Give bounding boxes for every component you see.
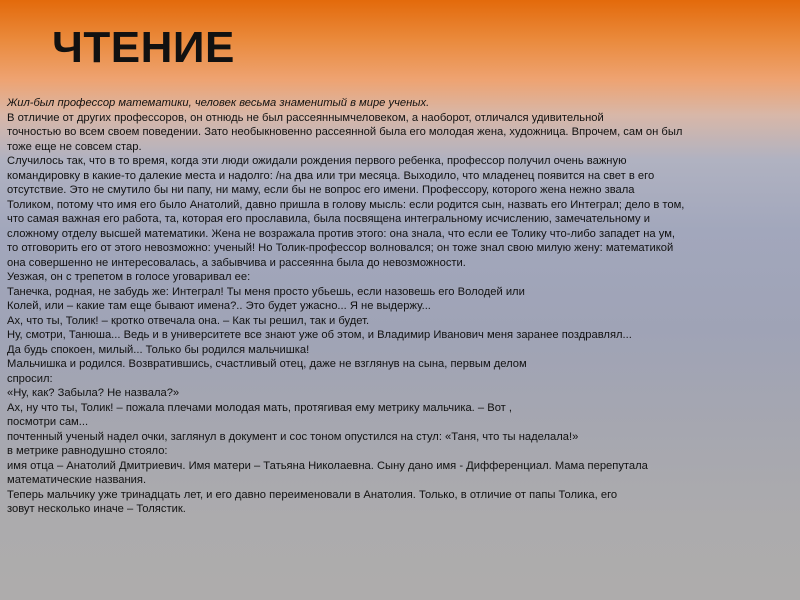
text-line: зовут несколько иначе – Толястик.: [7, 503, 186, 515]
page-title: ЧТЕНИЕ: [52, 23, 235, 72]
text-line: Да будь спокоен, милый... Только бы родился мальчишка!: [7, 343, 310, 356]
text-line: Случилось так, что в то время, когда эти люди ожидали рождения первого ребенка, профессор получил очень важную: [7, 155, 627, 167]
story-text: [7, 96, 797, 517]
text-line: Теперь мальчику уже тринадцать лет, и его давно переименовали в Анатолия. Только, в отличие от папы Толика, его: [7, 488, 618, 501]
text-line: Ну, смотри, Танюша... Ведь и в университете все знают уже об этом, и Владимир Иванович меня заранее поздравлял...: [7, 329, 632, 341]
text-line: имя отца – Анатолий Дмитриевич. Имя матери – Татьяна Николаевна. Сыну дано имя - Дифференциал. Мама перепутала: [7, 459, 648, 472]
text-line: спросил:: [7, 372, 53, 385]
text-line: командировку в какие-то далекие места и надолго: /на два или три месяца. Выходило, что младенец появится на свет в его: [7, 169, 655, 182]
text-line: Ах, что ты, Толик! – кротко отвечала она. – Как ты решил, так и будет.: [7, 314, 370, 327]
text-line: тоже еще не совсем стар.: [7, 140, 142, 153]
text-line: Колей, или – какие там еще бывают имена?.. Это будет ужасно... Я не выдержу...: [7, 300, 431, 312]
text-line: отсутствие. Это не смутило бы ни папу, ни маму, если бы не вопрос его имени. Профессору, которого жена нежно звала: [7, 184, 635, 196]
text-line: в метрике равнодушно стояло:: [7, 445, 168, 457]
text-line: точностью во всем своем поведении. Зато необыкновенно рассеянной была его молодая жена, художница. Впрочем, сам он был: [7, 126, 683, 138]
text-line: Ах, ну что ты, Толик! – пожала плечами молодая мать, протягивая ему метрику мальчика. – Вот ,: [7, 401, 513, 414]
text-line: Жил-был профессор математики, человек весьма знаменитый в мире ученых.: [7, 97, 430, 109]
text-line: то отговорить его от этого невозможно: ученый! Но Толик-профессор волновался; он тоже знал свою милую жену: математикой: [7, 242, 674, 254]
text-line: Толиком, потому что имя его было Анатолий, давно пришла в голову мысль: если родится сын, назвать его Интеграл; дело в том,: [7, 198, 685, 211]
text-line: посмотри сам...: [7, 416, 89, 428]
text-line: Мальчишка и родился. Возвратившись, счастливый отец, даже не взглянув на сына, первым делом: [7, 358, 527, 370]
text-line: Танечка, родная, не забудь же: Интеграл! Ты меня просто убьешь, если назовешь его Володей или: [7, 285, 525, 298]
text-line: В отличие от других профессоров, он отнюдь не был рассеяннымчеловеком, а наоборот, отличался удивительной: [7, 111, 604, 124]
text-line: почтенный ученый надел очки, заглянул в документ и сос тоном опустился на стул: «Таня, что ты наделала!»: [7, 430, 579, 443]
text-line: она совершенно не интересовалась, а забывчива и рассеянна была до невозможности.: [7, 256, 466, 269]
text-line: что самая важная его работа, та, которая его прославила, была посвящена интегральному исчислению, замечательному и: [7, 213, 651, 225]
text-line: математические названия.: [7, 474, 147, 486]
text-line: сложному отделу высшей математики. Жена не возражала против этого: она знала, что если ее Толику что-либо западет на ум,: [7, 227, 676, 240]
text-line: «Ну, как? Забыла? Не назвала?»: [7, 387, 180, 399]
text-line: Уезжая, он с трепетом в голосе уговаривал ее:: [7, 271, 251, 283]
